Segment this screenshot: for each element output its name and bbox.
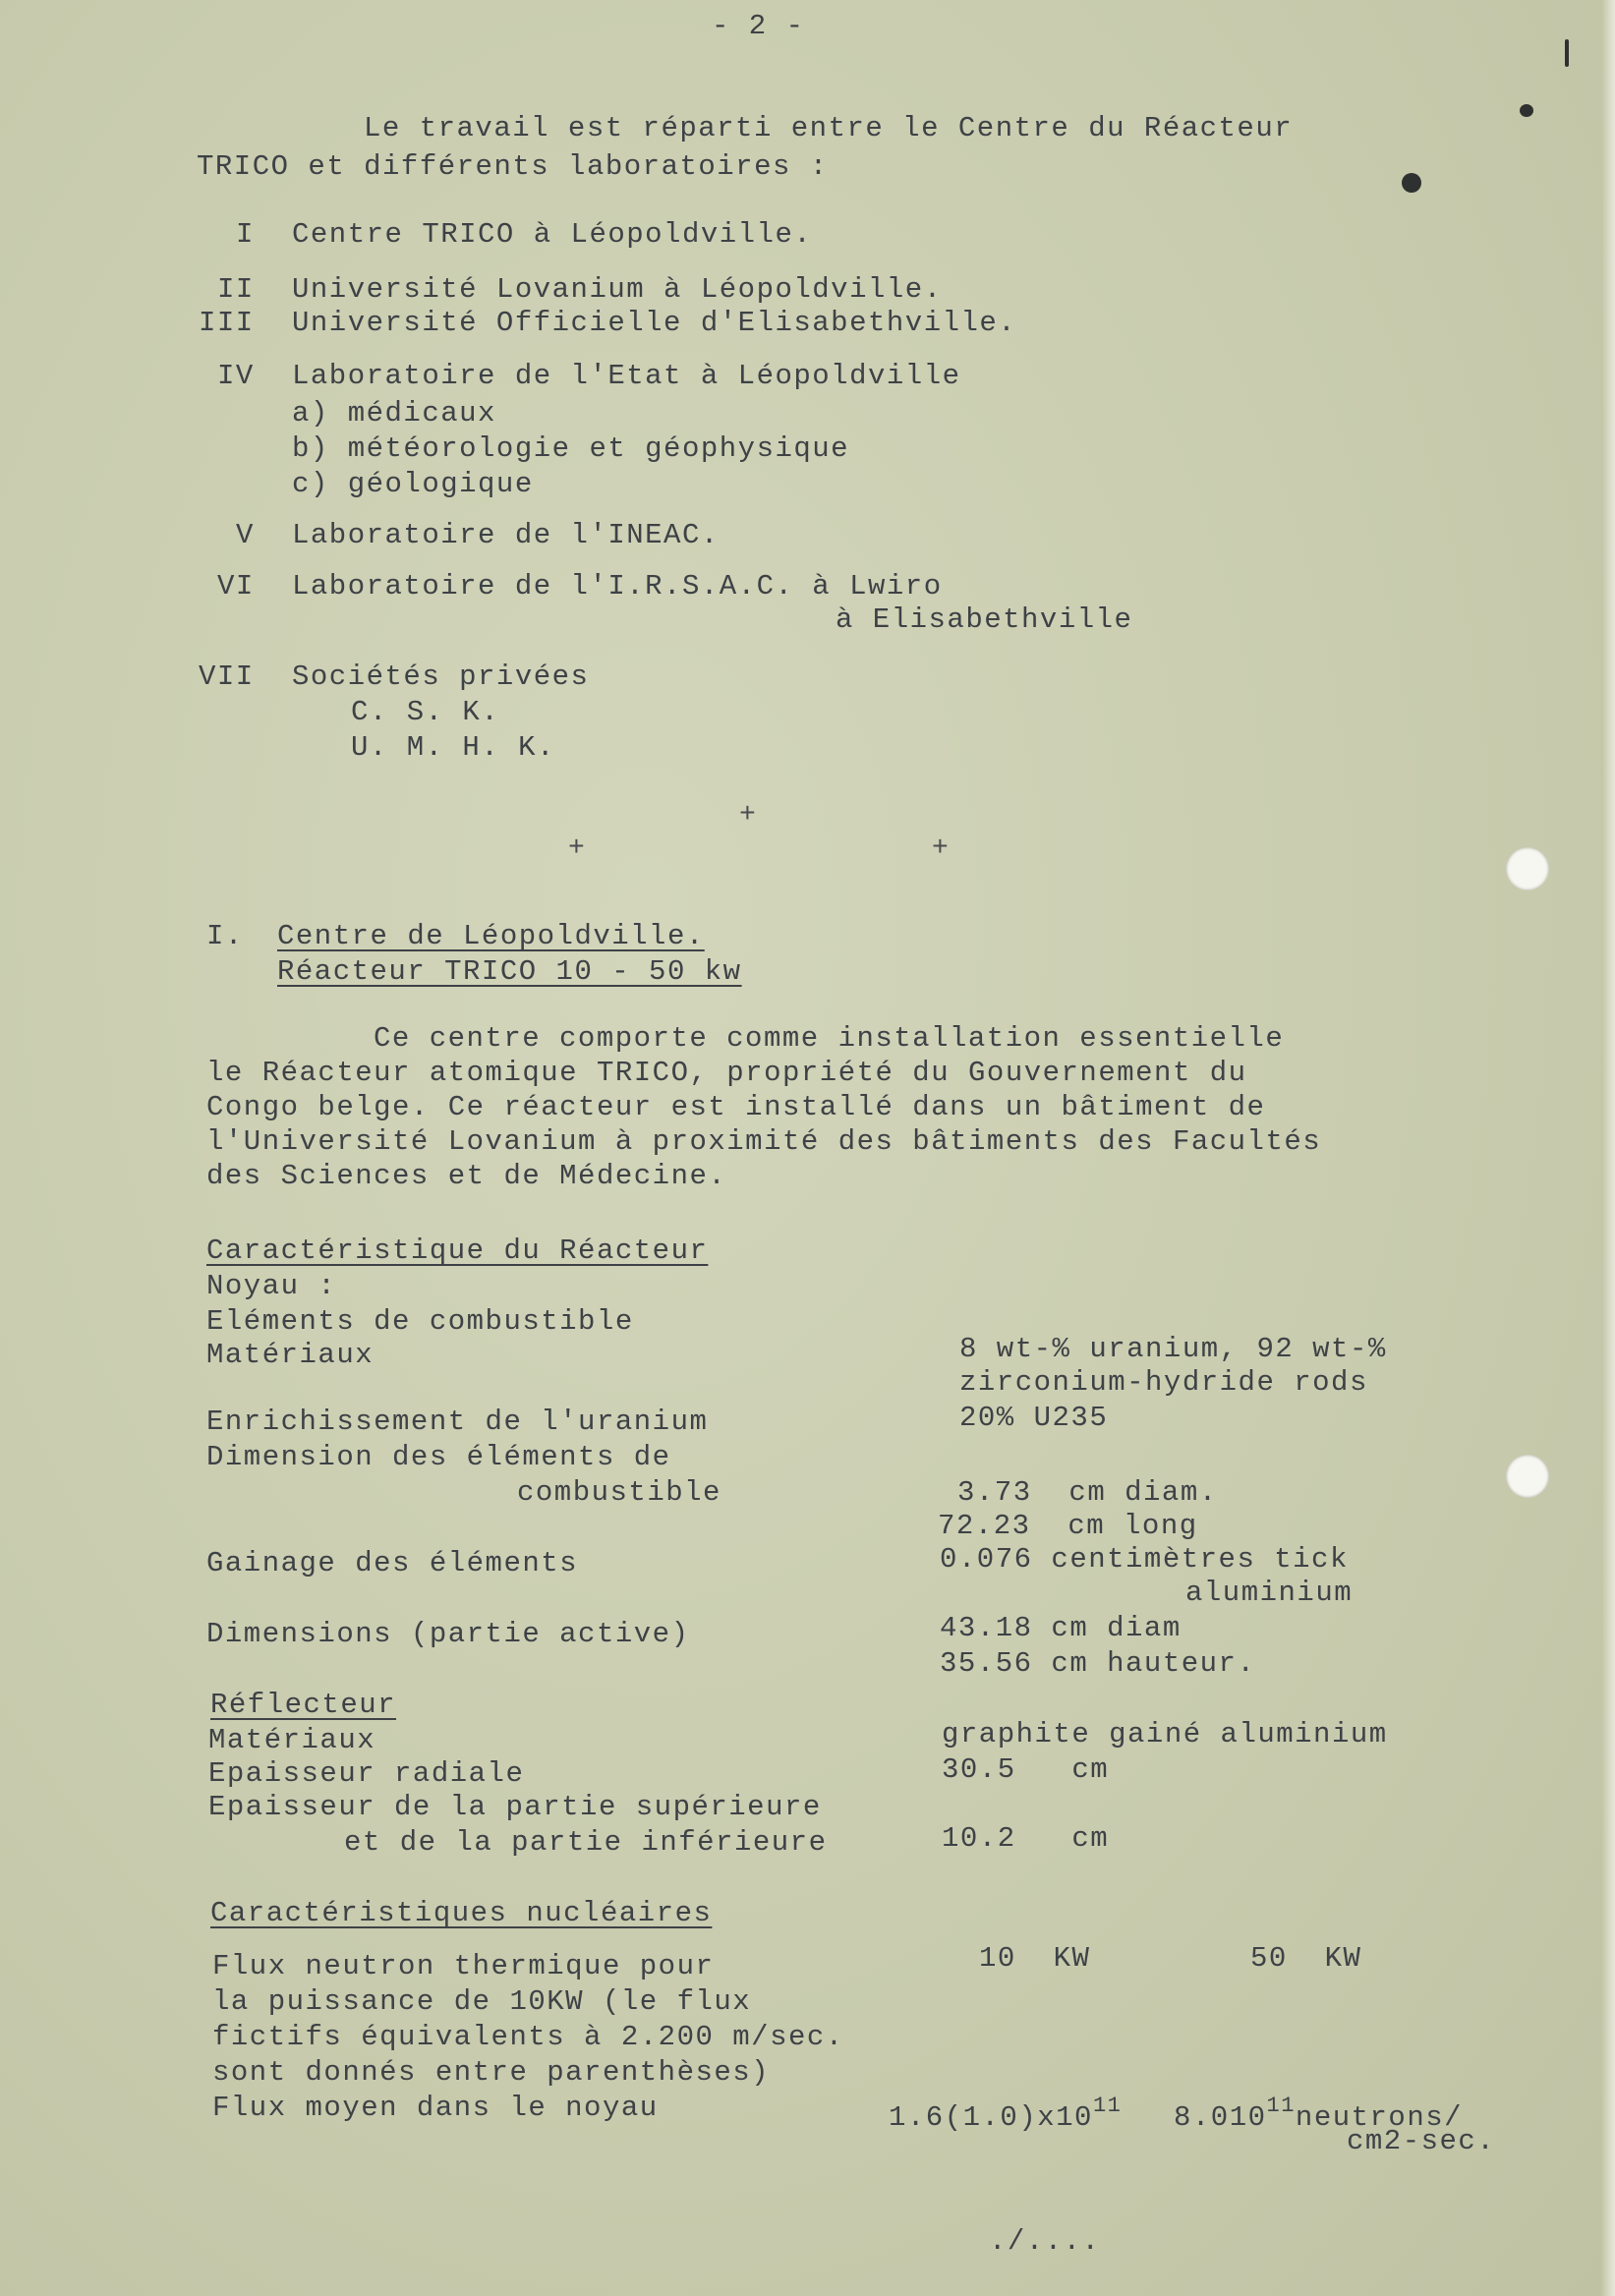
spec-value: 35.56 cm hauteur. [940,1647,1256,1680]
list-subitem: c) géologique [292,468,534,500]
list-num: I [236,218,255,251]
spec-label: Enrichissement de l'uranium [206,1406,709,1438]
column-header: 10 KW [979,1942,1091,1975]
spec-label: Dimensions (partie active) [206,1618,690,1650]
paragraph-line: l'Université Lovanium à proximité des bâtiments des Facultés [206,1125,1322,1158]
spec-value: 10.2 cm [942,1822,1110,1855]
spec-label: Matériaux [208,1724,376,1756]
list-subitem: U. M. H. K. [351,731,555,764]
spec-label: Flux moyen dans le noyau [212,2092,659,2124]
list-item: Laboratoire de l'INEAC. [292,519,720,551]
list-item: Sociétés privées [292,660,590,693]
page-number: - 2 - [712,10,805,42]
ink-spot [1520,104,1533,117]
list-subitem: à Elisabethville [836,603,1133,636]
reactor-heading: Caractéristique du Réacteur [206,1234,709,1267]
ink-mark [1565,39,1569,67]
list-num: IV [217,360,255,392]
intro-line: TRICO et différents laboratoires : [197,150,829,183]
spec-label: Dimension des éléments de [206,1441,671,1473]
spec-label: Matériaux [206,1339,375,1371]
list-subitem: C. S. K. [351,696,500,728]
list-num: V [236,519,255,551]
nuclear-heading: Caractéristiques nucléaires [210,1897,713,1929]
paragraph-line: des Sciences et de Médecine. [206,1160,727,1192]
spec-label: fictifs équivalents à 2.200 m/sec. [212,2021,844,2053]
spec-label: Epaisseur de la partie supérieure [208,1791,822,1823]
list-item: Laboratoire de l'Etat à Léopoldville [292,360,961,392]
spec-label: Noyau : [206,1270,337,1302]
list-subitem: b) météorologie et géophysique [292,432,850,465]
spec-value: 0.076 centimètres tick [940,1543,1349,1576]
paragraph-line: le Réacteur atomique TRICO, propriété du Gouvernement du [206,1057,1247,1089]
cross-mark: + [932,833,949,864]
spec-value: 3.73 cm diam. [957,1476,1218,1509]
list-item: Centre TRICO à Léopoldville. [292,218,813,251]
paragraph-line: Congo belge. Ce réacteur est installé dans un bâtiment de [206,1091,1266,1123]
list-num: VII [199,660,255,693]
ink-spot [1402,173,1421,193]
column-header: 50 KW [1250,1942,1362,1975]
paragraph-line: Ce centre comporte comme installation essentielle [374,1022,1285,1055]
section-title: Centre de Léopoldville. [277,920,705,952]
intro-line: Le travail est réparti entre le Centre du Réacteur [364,112,1294,144]
cross-mark: + [568,833,585,864]
spec-value: 30.5 cm [942,1753,1110,1786]
list-subitem: a) médicaux [292,397,496,430]
spec-value: 72.23 cm long [938,1510,1198,1542]
flux-value-50kw: 8.010$^{11}$neutrons/ [1174,2094,1464,2134]
section-number: I. [206,920,244,952]
list-num: VI [217,570,255,603]
spec-label: Flux neutron thermique pour [212,1950,715,1982]
list-num: III [199,307,255,339]
flux-value-10kw: $1.6(1.0)x10^{11}$ [889,2094,1123,2134]
spec-label: Epaisseur radiale [208,1757,525,1790]
punch-hole [1506,1455,1549,1498]
punch-hole [1506,847,1549,890]
spec-value: 8 wt-% uranium, 92 wt-% [959,1333,1387,1365]
spec-label: la puissance de 10KW (le flux [212,1985,752,2018]
spec-value: aluminium [1185,1577,1354,1609]
reflector-heading: Réflecteur [210,1689,397,1721]
spec-label: Eléments de combustible [206,1305,634,1338]
continuation-mark: ./.... [989,2225,1101,2258]
list-item: Laboratoire de l'I.R.S.A.C. à Lwiro [292,570,943,603]
section-subtitle: Réacteur TRICO 10 - 50 kw [277,955,742,988]
list-item: Université Lovanium à Léopoldville. [292,273,943,306]
list-num: II [217,273,255,306]
list-item: Université Officielle d'Elisabethville. [292,307,1017,339]
spec-value: graphite gainé aluminium [942,1718,1388,1751]
flux-unit: cm2-sec. [1347,2125,1496,2157]
spec-value: 20% U235 [959,1402,1109,1434]
spec-label: combustible [517,1476,721,1509]
spec-label: Gainage des éléments [206,1547,579,1579]
spec-label: sont donnés entre parenthèses) [212,2056,771,2089]
spec-value: 43.18 cm diam [940,1612,1182,1644]
spec-value: zirconium-hydride rods [959,1366,1368,1399]
spec-label: et de la partie inférieure [344,1826,828,1859]
cross-mark: + [739,800,756,831]
